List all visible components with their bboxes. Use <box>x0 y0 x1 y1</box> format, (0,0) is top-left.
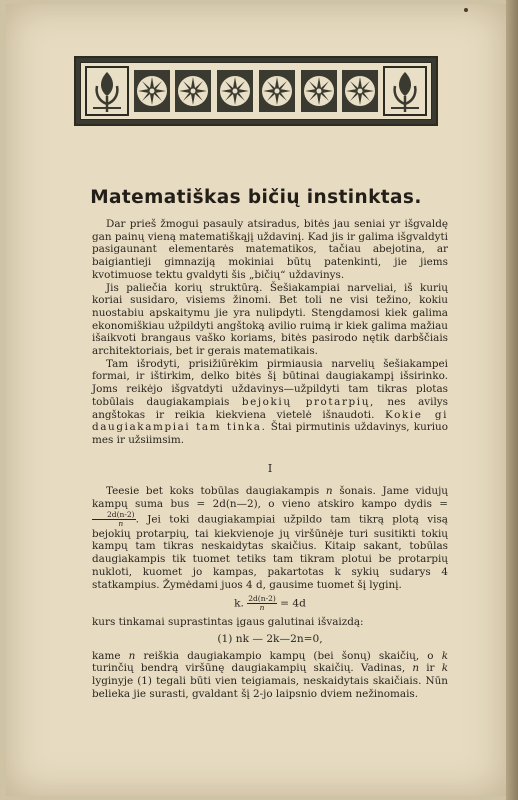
fraction-denominator: n <box>118 518 124 528</box>
variable-n: n <box>325 485 333 498</box>
equation-k-numerator: 2d(n-2) <box>248 594 276 604</box>
flower-ornament-icon <box>133 66 171 116</box>
tulip-ornament-icon <box>383 66 427 116</box>
paragraph-6-text-d: ir <box>426 662 435 675</box>
paragraph-3-text-a: Tam išrodyti, prisižiūrėkim pirmiausia narvelių šešiakampei formai, ir ištirkim, delko bitės šį būtinai daugiakampį išsirinko. Joms reikėjo išgvatdyti uždavinys—užpildyti tam tikras plotas tobūlais daugiakampiais <box>92 357 448 408</box>
variable-n-3: n <box>412 662 420 675</box>
flower-ornament-icon <box>216 66 254 116</box>
paragraph-5: kurs tinkamai suprastintas įgaus galutinai išvaizdą: <box>92 616 364 629</box>
paper-spot <box>464 8 468 12</box>
equation-k-left: k. <box>234 597 244 610</box>
paragraph-4-text-c: . Jei toki daugiakampiai užpildo tam tikrą plotą visą bejokių protarpių, tai kiekvienoje jų viršūnėje turi susitikti tokių kampų tam tikras neskaidytas skaičius. Kitaip sakant, tobūlas daugiakampis tik tuomet tetiks tam tikram plotui be protarpių nukloti, kuomet jo kampas, pakartotas k sykių sudarys 4 statkampius. Žymėdami juos 4 d, gausime tuomet šį lyginį. <box>92 513 448 591</box>
emphasis-no-gaps: bejokių protarpių, <box>241 395 375 408</box>
paragraph-4-text-b: šonais. Jame vidujų kampų suma bus = 2d(n—2), o vieno atskiro kampo dydis = <box>92 485 449 511</box>
equation-1: (1) nk — 2k—2n=0, <box>217 632 323 645</box>
equation-k <box>92 595 448 612</box>
equation-k-right: = 4d <box>280 597 306 610</box>
paragraph-3 <box>92 358 448 447</box>
flower-ornament-icon <box>300 66 338 116</box>
paragraph-3-text-b: nes avilys angštokas ir reikia kiekviena vietelė išnaudoti. <box>92 395 448 421</box>
paragraph-1: Dar prieš žmogui pasauly atsiradus, bitės jau seniai yr išgvaldę gan painų vieną matematiškąjį uždavinį. Kad jis ir galima išgvaldyti pasigaunant elementarės matematikos, tačiau abejotina, ar baigiantieji gimnaziją mokiniai būtų patenkinti, jie jiems kvotimuose tektu gvaldyti šis „bičių“ uždavinys. <box>92 218 448 281</box>
page <box>6 4 506 796</box>
paragraph-6 <box>92 650 448 701</box>
equation-k-denominator: n <box>259 603 265 613</box>
tulip-ornament-icon <box>85 66 129 116</box>
paragraph-6-text-c: turinčių bendrą viršūnę daugiakampių skaičių. Vadinas, <box>92 662 406 675</box>
flower-ornament-icon <box>174 66 212 116</box>
variable-k: k <box>441 649 448 662</box>
page-edge <box>506 0 518 800</box>
flower-ornament-icon <box>341 66 379 116</box>
paragraph-2: Jis paliečia korių struktūrą. Šešiakampiai narveliai, iš kurių koriai susidaro, visiems žinomi. Bet toli ne visi težino, kokiu nuostabiu apskaitymu jie yra nulipdyti. Stengdamosi kiek galima ekonomiškiau užpildyti angštoką avilio ruimą ir kiek galima mažiau išaikvoti brangaus vaško koriams, bitės pasirodo nętik darbščiais architektoriais, bet ir gerais matematikais. <box>92 281 448 358</box>
paragraph-6-text-a: kame <box>92 649 121 662</box>
paragraph-4-text-a: Teesie bet koks tobūlas daugiakampis <box>106 485 320 498</box>
variable-n-2: n <box>128 649 136 662</box>
emphasis-which-polygons: Kokie gi daugiakampiai tam tinka. <box>92 408 448 434</box>
paragraph-3-text-c: Štai pirmutinis uždavinys, kuriuo mes ir užsiimsim. <box>92 421 449 446</box>
angle-fraction <box>92 511 136 528</box>
ornament-border <box>74 56 438 126</box>
article-title: Matematiškas bičių instinktas. <box>90 187 422 208</box>
equation-k-fraction <box>247 595 277 612</box>
section-number: I <box>267 461 273 475</box>
variable-k-2: k <box>441 662 448 675</box>
paragraph-6-text-b: reiškia daugiakampio kampų (bei šonų) skaičių, o <box>143 649 434 662</box>
fraction-numerator: 2d(n-2) <box>92 511 136 520</box>
flower-ornament-icon <box>258 66 296 116</box>
ornament-band <box>80 62 432 120</box>
paragraph-4 <box>92 485 448 591</box>
article-body <box>92 218 448 701</box>
paragraph-6-text-e: lyginyje (1) tegali būti vien teigiamais, neskaidytais skaičiais. Nūn belieka jie surasti, gvaldant šį 2-jo laipsnio dviem nežinomais. <box>92 675 448 700</box>
